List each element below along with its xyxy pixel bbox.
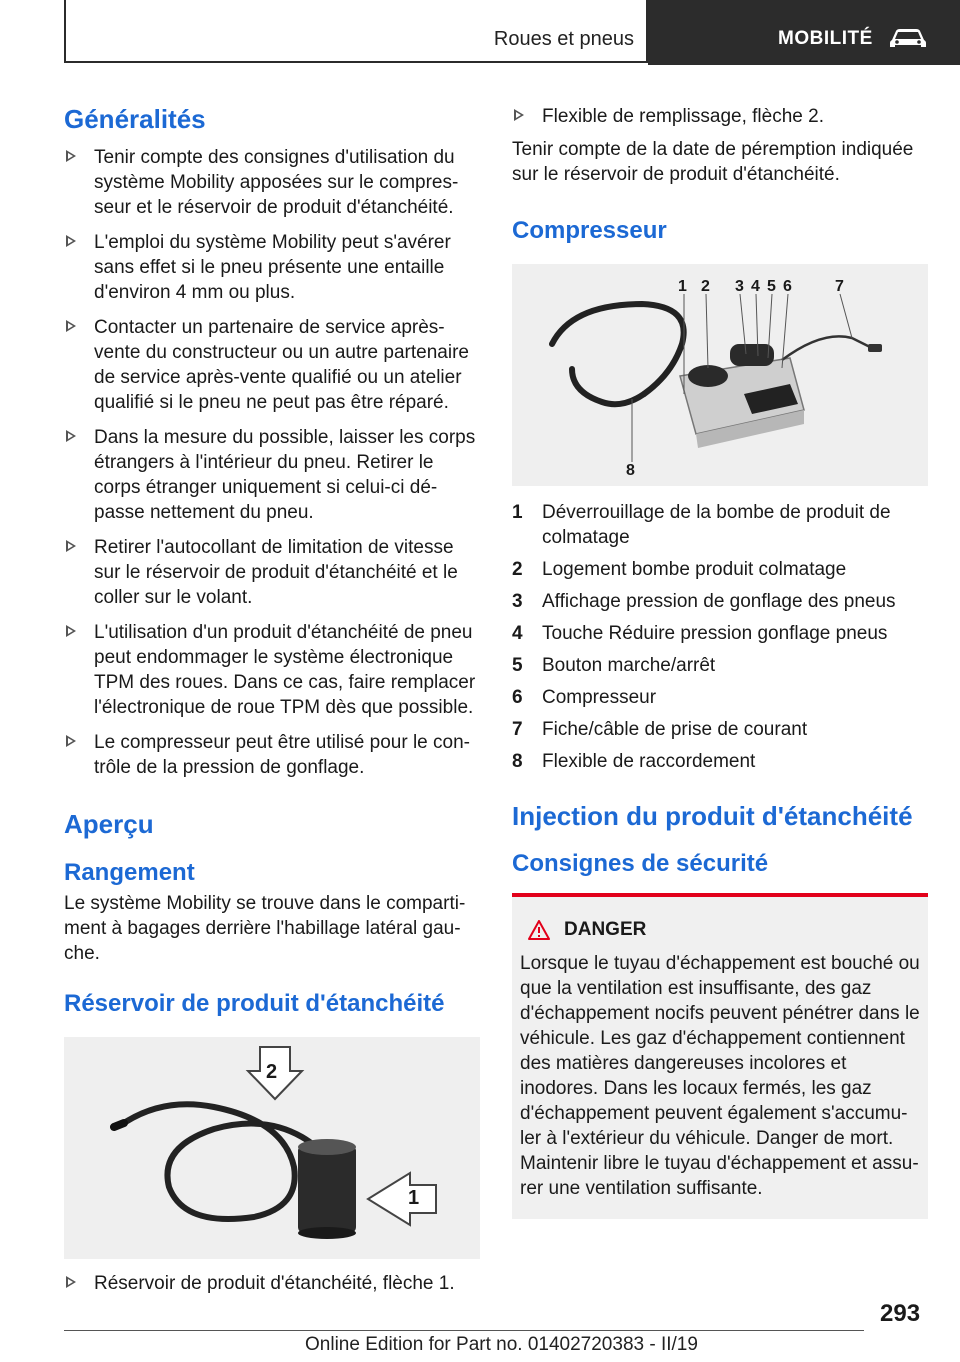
- danger-text: Lorsque le tuyau d'échappement est bouché ou que la ventilation est insuffisante, des gaz d'échappement nocifs peuvent pénétrer dans le véhicule. Les gaz d'échappement contiennent des matières dangereuses incolores et inodores. Dans les locaux fermés, les gaz d'échappement peuvent également s'accumuler à l'extérieur du véhicule. Danger de mort. Maintenir libre le tuyau d'échappement et assurer une ventilation suffisante.: [520, 953, 920, 1200]
- list-item: Flexible de remplissage, flèche 2.: [512, 104, 928, 129]
- list-item: L'emploi du système Mobility peut s'avérer sans effet si le pneu présente une entaille d'environ 4 mm ou plus.: [64, 230, 480, 305]
- reservoir-figure: [64, 1037, 480, 1259]
- list-item: 8 Flexible de raccordement: [512, 750, 756, 772]
- list-item: Contacter un partenaire de service après-vente du constructeur ou un autre partenaire de service après-vente qualifié ou un atelier qualifié si le pneu ne peut pas être réparé.: [64, 315, 480, 415]
- left-column: [64, 96, 480, 1304]
- list-item: 1 Déverrouillage de la bombe de produit de colmatage: [512, 501, 891, 548]
- storage-title: Rangement: [64, 858, 195, 886]
- danger-header: [528, 919, 920, 941]
- callout-1: 1: [678, 277, 687, 295]
- compressor-illustration: [512, 264, 928, 486]
- right-column: [512, 96, 928, 1219]
- list-item: L'utilisation d'un produit d'étanchéité de pneu peut endommager le système électronique TPM des roues. Dans ce cas, faire remplacer l'électronique de roue TPM dès que possible.: [64, 620, 480, 720]
- car-icon: [888, 26, 928, 50]
- callout-5: 5: [767, 277, 776, 295]
- page-number: 293: [880, 1300, 921, 1327]
- overview-title: Aperçu: [64, 809, 154, 840]
- list-item: Retirer l'autocollant de limitation de vitesse sur le réservoir de produit d'étanchéité et le coller sur le volant.: [64, 535, 480, 610]
- callout-2: 2: [266, 1061, 278, 1084]
- list-item: 5 Bouton marche/arrêt: [512, 654, 716, 676]
- list-item: Le compresseur peut être utilisé pour le contrôle de la pression de gonflage.: [64, 730, 480, 780]
- callout-4: 4: [751, 277, 760, 295]
- callout-6: 6: [783, 277, 792, 295]
- danger-box: [512, 893, 928, 1219]
- list-item: Dans la mesure du possible, laisser les corps étrangers à l'intérieur du pneu. Retirer le corps étranger uniquement si celui-ci dépasse nettement du pneu.: [64, 425, 480, 525]
- callout-3: 3: [735, 277, 744, 295]
- reservoir-title: Réservoir de produit d'étanchéité: [64, 990, 445, 1018]
- list-item: 6 Compresseur: [512, 686, 657, 708]
- reservoir-bullet-list-2: [512, 104, 928, 129]
- list-item: 2 Logement bombe produit colmatage: [512, 558, 847, 580]
- list-item: Réservoir de produit d'étanchéité, flèche 1.: [64, 1271, 480, 1296]
- list-item: 4 Touche Réduire pression gonflage pneus: [512, 622, 888, 644]
- injection-title: Injection du produit d'étanchéité: [512, 800, 913, 831]
- footer-divider: [64, 1330, 864, 1331]
- expiry-text: Tenir compte de la date de péremption indiquée sur le réservoir de produit d'étanchéité.: [512, 139, 914, 185]
- general-bullet-list: [64, 145, 480, 780]
- callout-2: 2: [701, 277, 710, 295]
- header-chapter-box: [648, 0, 960, 65]
- list-item: 3 Affichage pression de gonflage des pneus: [512, 590, 896, 612]
- callout-1: 1: [408, 1187, 420, 1210]
- general-title: Généralités: [64, 104, 206, 134]
- compressor-figure: [512, 264, 928, 486]
- compressor-title: Compresseur: [512, 217, 667, 244]
- list-item: Tenir compte des consignes d'utilisation du système Mobility apposées sur le compresseur et le réservoir de produit d'étanchéité.: [64, 145, 480, 220]
- warning-icon: [528, 920, 550, 940]
- danger-label: DANGER: [564, 919, 647, 941]
- callout-7: 7: [835, 277, 844, 295]
- header-section-box: [64, 0, 648, 63]
- callout-8: 8: [626, 461, 635, 479]
- safety-title: Consignes de sécurité: [512, 850, 769, 878]
- list-item: 7 Fiche/câble de prise de courant: [512, 718, 808, 740]
- compressor-legend: [512, 500, 928, 774]
- header-chapter-title: MOBILITÉ: [778, 28, 873, 49]
- header-section-title: Roues et pneus: [493, 28, 634, 50]
- reservoir-bullet-list: [64, 1271, 480, 1296]
- footer-edition: Online Edition for Part no. 01402720383 - II/19: [305, 1334, 698, 1355]
- storage-text: Le système Mobility se trouve dans le compartiment à bagages derrière l'habillage latéral gauche.: [64, 893, 466, 965]
